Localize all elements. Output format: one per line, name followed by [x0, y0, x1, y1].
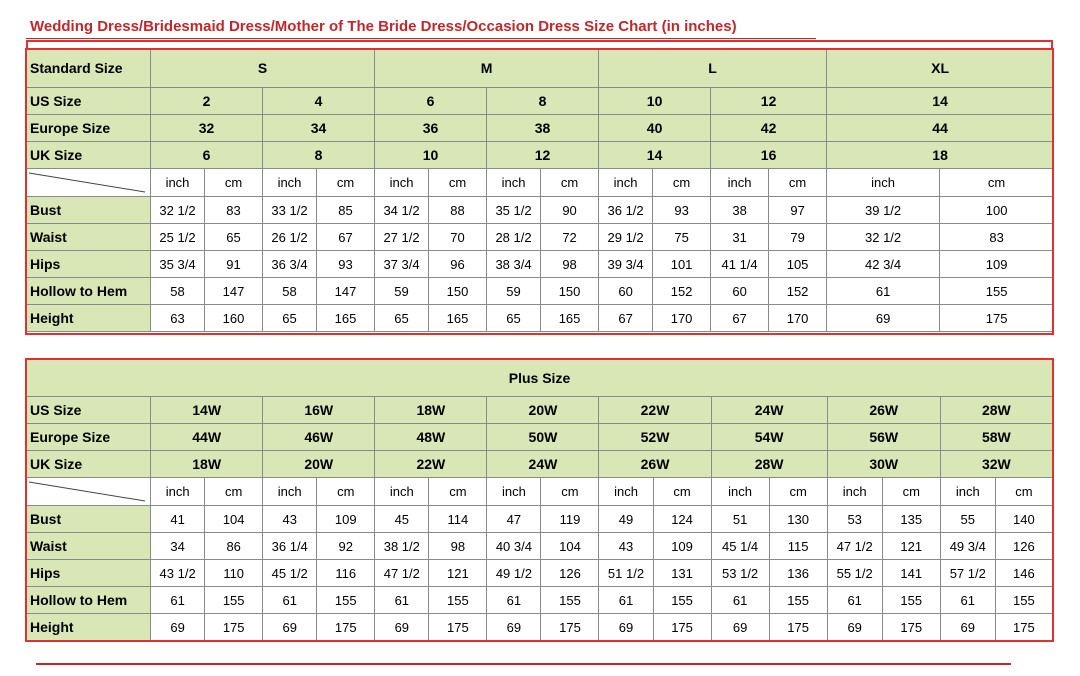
size-value-cell: 48W: [375, 424, 487, 451]
measurement-value: 155: [541, 587, 599, 614]
size-value-cell: 58W: [940, 424, 1052, 451]
measurement-value: 124: [653, 506, 711, 533]
measurement-value: 170: [769, 305, 827, 332]
measurement-value: 110: [205, 560, 263, 587]
unit-cm-cell: cm: [769, 169, 827, 197]
measurement-label: Bust: [27, 197, 151, 224]
measurement-value: 61: [263, 587, 317, 614]
measurement-value: 121: [882, 533, 940, 560]
measurement-value: 93: [317, 251, 375, 278]
measurement-value: 55: [940, 506, 995, 533]
measurement-value: 152: [653, 278, 711, 305]
measurement-value: 130: [769, 506, 827, 533]
size-value-cell: 20W: [263, 451, 375, 478]
measurement-value: 69: [263, 614, 317, 641]
size-value-cell: 40: [599, 115, 711, 142]
measurement-label: Bust: [27, 506, 151, 533]
measurement-value: 42 3/4: [827, 251, 940, 278]
measurement-value: 65: [205, 224, 263, 251]
size-value-cell: 30W: [827, 451, 940, 478]
page-title: Wedding Dress/Bridesmaid Dress/Mother of The Bride Dress/Occasion Dress Size Chart (in inches): [30, 18, 737, 35]
measurement-value: 61: [940, 587, 995, 614]
measurement-value: 49 1/2: [487, 560, 541, 587]
measurement-value: 69: [599, 614, 653, 641]
row-label: US Size: [27, 88, 151, 115]
measurement-value: 175: [317, 614, 375, 641]
measurement-value: 116: [317, 560, 375, 587]
size-value-cell: 8: [487, 88, 599, 115]
unit-cm-cell: cm: [541, 478, 599, 506]
size-value-cell: 16: [711, 142, 827, 169]
measurement-value: 60: [711, 278, 769, 305]
size-value-cell: 24W: [487, 451, 599, 478]
title-underline: [26, 38, 816, 39]
row-label: Europe Size: [27, 115, 151, 142]
measurement-value: 79: [769, 224, 827, 251]
measurement-value: 126: [995, 533, 1052, 560]
measurement-value: 141: [882, 560, 940, 587]
measurement-label: Height: [27, 305, 151, 332]
measurement-value: 104: [205, 506, 263, 533]
measurement-value: 147: [317, 278, 375, 305]
measurement-value: 131: [653, 560, 711, 587]
measurement-value: 60: [599, 278, 653, 305]
measurement-value: 175: [882, 614, 940, 641]
measurement-value: 69: [827, 305, 940, 332]
unit-inch-cell: inch: [711, 169, 769, 197]
measurement-label: Hips: [27, 560, 151, 587]
measurement-value: 69: [940, 614, 995, 641]
measurement-value: 101: [653, 251, 711, 278]
units-row: [27, 169, 1054, 197]
measurement-value: 97: [769, 197, 827, 224]
unit-cm-cell: cm: [995, 478, 1052, 506]
measurement-value: 31: [711, 224, 769, 251]
size-value-cell: 14: [827, 88, 1054, 115]
measurement-value: 69: [711, 614, 769, 641]
measurement-value: 41 1/4: [711, 251, 769, 278]
measurement-value: 43: [599, 533, 653, 560]
measurement-value: 175: [995, 614, 1052, 641]
measurement-value: 36 1/4: [263, 533, 317, 560]
measurement-value: 72: [541, 224, 599, 251]
size-value-cell: 6: [375, 88, 487, 115]
measurement-value: 35 3/4: [151, 251, 205, 278]
measurement-value: 65: [375, 305, 429, 332]
size-value-cell: 4: [263, 88, 375, 115]
us-size-row: [27, 88, 1054, 115]
plus-size-heading: Plus Size: [27, 360, 1053, 397]
unit-inch-cell: inch: [827, 478, 882, 506]
size-value-cell: 34: [263, 115, 375, 142]
measurement-value: 59: [487, 278, 541, 305]
standard-size-row: [27, 49, 1054, 88]
measurement-label: Hollow to Hem: [27, 587, 151, 614]
unit-inch-cell: inch: [151, 169, 205, 197]
size-value-cell: 50W: [487, 424, 599, 451]
measurement-value: 69: [827, 614, 882, 641]
diagonal-line-icon: [27, 169, 151, 196]
measurement-value: 155: [940, 278, 1054, 305]
size-value-cell: 16W: [263, 397, 375, 424]
measurement-value: 69: [151, 614, 205, 641]
size-value-cell: 18W: [375, 397, 487, 424]
measurement-value: 93: [653, 197, 711, 224]
measurement-value: 121: [429, 560, 487, 587]
size-value-cell: 10: [375, 142, 487, 169]
measurement-value: 26 1/2: [263, 224, 317, 251]
unit-cm-cell: cm: [205, 478, 263, 506]
measurement-value: 39 3/4: [599, 251, 653, 278]
measurement-row: [27, 197, 1054, 224]
plus-size-header-row: [27, 360, 1053, 397]
measurement-value: 67: [317, 224, 375, 251]
measurement-row: [27, 305, 1054, 332]
measurement-value: 155: [317, 587, 375, 614]
measurement-label: Waist: [27, 533, 151, 560]
measurement-value: 155: [769, 587, 827, 614]
measurement-value: 175: [769, 614, 827, 641]
unit-cm-cell: cm: [940, 169, 1054, 197]
plus-size-table: [26, 359, 1053, 641]
measurement-value: 34 1/2: [375, 197, 429, 224]
measurement-value: 33 1/2: [263, 197, 317, 224]
measurement-row: [27, 224, 1054, 251]
size-value-cell: 22W: [599, 397, 711, 424]
measurement-value: 36 1/2: [599, 197, 653, 224]
size-value-cell: 26W: [827, 397, 940, 424]
measurement-value: 88: [429, 197, 487, 224]
measurement-value: 86: [205, 533, 263, 560]
measurement-value: 75: [653, 224, 711, 251]
measurement-value: 38 3/4: [487, 251, 541, 278]
size-letter-cell: L: [599, 49, 827, 88]
measurement-value: 65: [263, 305, 317, 332]
unit-inch-cell: inch: [375, 478, 429, 506]
measurement-value: 155: [653, 587, 711, 614]
measurement-value: 155: [429, 587, 487, 614]
bottom-divider: [36, 663, 1011, 665]
row-label: Europe Size: [27, 424, 151, 451]
size-value-cell: 12: [487, 142, 599, 169]
measurement-value: 38 1/2: [375, 533, 429, 560]
measurement-value: 57 1/2: [940, 560, 995, 587]
europe-size-row: [27, 424, 1053, 451]
measurement-value: 47 1/2: [375, 560, 429, 587]
size-value-cell: 26W: [599, 451, 711, 478]
size-value-cell: 12: [711, 88, 827, 115]
measurement-label: Hollow to Hem: [27, 278, 151, 305]
size-letter-cell: XL: [827, 49, 1054, 88]
row-label: US Size: [27, 397, 151, 424]
unit-inch-cell: inch: [151, 478, 205, 506]
measurement-value: 119: [541, 506, 599, 533]
unit-inch-cell: inch: [263, 478, 317, 506]
unit-inch-cell: inch: [827, 169, 940, 197]
measurement-value: 36 3/4: [263, 251, 317, 278]
size-value-cell: 24W: [711, 397, 827, 424]
measurement-value: 175: [429, 614, 487, 641]
size-value-cell: 18W: [151, 451, 263, 478]
measurement-value: 61: [151, 587, 205, 614]
measurement-value: 49 3/4: [940, 533, 995, 560]
diagonal-header-cell: [27, 169, 151, 197]
size-value-cell: 14W: [151, 397, 263, 424]
measurement-value: 98: [541, 251, 599, 278]
unit-inch-cell: inch: [599, 478, 653, 506]
europe-size-row: [27, 115, 1054, 142]
measurement-value: 38: [711, 197, 769, 224]
unit-cm-cell: cm: [429, 169, 487, 197]
size-letter-cell: M: [375, 49, 599, 88]
measurement-row: [27, 506, 1053, 533]
unit-inch-cell: inch: [487, 169, 541, 197]
unit-cm-cell: cm: [317, 169, 375, 197]
measurement-value: 61: [487, 587, 541, 614]
unit-cm-cell: cm: [653, 169, 711, 197]
measurement-value: 45: [375, 506, 429, 533]
size-value-cell: 22W: [375, 451, 487, 478]
measurement-value: 135: [882, 506, 940, 533]
measurement-value: 61: [599, 587, 653, 614]
measurement-value: 160: [205, 305, 263, 332]
size-value-cell: 54W: [711, 424, 827, 451]
measurement-value: 61: [375, 587, 429, 614]
unit-cm-cell: cm: [205, 169, 263, 197]
size-value-cell: 52W: [599, 424, 711, 451]
unit-cm-cell: cm: [882, 478, 940, 506]
measurement-value: 49: [599, 506, 653, 533]
size-value-cell: 32W: [940, 451, 1052, 478]
measurement-value: 69: [375, 614, 429, 641]
measurement-value: 146: [995, 560, 1052, 587]
measurement-value: 98: [429, 533, 487, 560]
measurement-value: 67: [599, 305, 653, 332]
measurement-value: 32 1/2: [827, 224, 940, 251]
size-value-cell: 36: [375, 115, 487, 142]
measurement-value: 100: [940, 197, 1054, 224]
measurement-value: 65: [487, 305, 541, 332]
measurement-value: 175: [205, 614, 263, 641]
unit-cm-cell: cm: [429, 478, 487, 506]
measurement-value: 69: [487, 614, 541, 641]
measurement-value: 136: [769, 560, 827, 587]
uk-size-row: [27, 451, 1053, 478]
measurement-value: 34: [151, 533, 205, 560]
measurement-value: 35 1/2: [487, 197, 541, 224]
size-value-cell: 44: [827, 115, 1054, 142]
measurement-value: 58: [263, 278, 317, 305]
measurement-value: 83: [940, 224, 1054, 251]
row-label: UK Size: [27, 451, 151, 478]
measurement-value: 170: [653, 305, 711, 332]
diagonal-line-icon: [27, 478, 151, 505]
measurement-row: [27, 560, 1053, 587]
measurement-value: 90: [541, 197, 599, 224]
measurement-label: Waist: [27, 224, 151, 251]
measurement-value: 92: [317, 533, 375, 560]
measurement-value: 45 1/2: [263, 560, 317, 587]
measurement-value: 28 1/2: [487, 224, 541, 251]
measurement-value: 165: [541, 305, 599, 332]
measurement-value: 91: [205, 251, 263, 278]
size-value-cell: 2: [151, 88, 263, 115]
measurement-value: 175: [940, 305, 1054, 332]
measurement-value: 29 1/2: [599, 224, 653, 251]
unit-cm-cell: cm: [541, 169, 599, 197]
measurement-value: 55 1/2: [827, 560, 882, 587]
measurement-value: 165: [317, 305, 375, 332]
measurement-value: 61: [711, 587, 769, 614]
size-value-cell: 42: [711, 115, 827, 142]
measurement-value: 45 1/4: [711, 533, 769, 560]
size-value-cell: 6: [151, 142, 263, 169]
measurement-value: 67: [711, 305, 769, 332]
unit-cm-cell: cm: [769, 478, 827, 506]
measurement-value: 126: [541, 560, 599, 587]
measurement-value: 150: [429, 278, 487, 305]
measurement-value: 109: [940, 251, 1054, 278]
unit-inch-cell: inch: [711, 478, 769, 506]
measurement-value: 115: [769, 533, 827, 560]
measurement-row: [27, 278, 1054, 305]
unit-inch-cell: inch: [487, 478, 541, 506]
measurement-value: 114: [429, 506, 487, 533]
size-value-cell: 28W: [940, 397, 1052, 424]
measurement-value: 140: [995, 506, 1052, 533]
measurement-value: 43: [263, 506, 317, 533]
measurement-value: 51: [711, 506, 769, 533]
unit-inch-cell: inch: [599, 169, 653, 197]
measurement-value: 27 1/2: [375, 224, 429, 251]
measurement-value: 150: [541, 278, 599, 305]
measurement-value: 47 1/2: [827, 533, 882, 560]
measurement-value: 47: [487, 506, 541, 533]
size-value-cell: 38: [487, 115, 599, 142]
measurement-value: 155: [205, 587, 263, 614]
size-value-cell: 18: [827, 142, 1054, 169]
measurement-value: 105: [769, 251, 827, 278]
size-value-cell: 14: [599, 142, 711, 169]
measurement-value: 43 1/2: [151, 560, 205, 587]
top-red-bar: [26, 40, 1053, 48]
measurement-value: 53: [827, 506, 882, 533]
measurement-value: 61: [827, 587, 882, 614]
measurement-value: 165: [429, 305, 487, 332]
unit-inch-cell: inch: [375, 169, 429, 197]
unit-cm-cell: cm: [317, 478, 375, 506]
measurement-value: 152: [769, 278, 827, 305]
measurement-label: Height: [27, 614, 151, 641]
measurement-value: 53 1/2: [711, 560, 769, 587]
measurement-value: 96: [429, 251, 487, 278]
measurement-value: 109: [317, 506, 375, 533]
uk-size-row: [27, 142, 1054, 169]
measurement-value: 109: [653, 533, 711, 560]
size-value-cell: 32: [151, 115, 263, 142]
row-label: Standard Size: [27, 49, 151, 88]
size-value-cell: 10: [599, 88, 711, 115]
measurement-row: [27, 251, 1054, 278]
measurement-value: 25 1/2: [151, 224, 205, 251]
measurement-value: 32 1/2: [151, 197, 205, 224]
size-value-cell: 46W: [263, 424, 375, 451]
measurement-value: 41: [151, 506, 205, 533]
measurement-row: [27, 614, 1053, 641]
measurement-value: 61: [827, 278, 940, 305]
measurement-row: [27, 587, 1053, 614]
size-value-cell: 8: [263, 142, 375, 169]
unit-cm-cell: cm: [653, 478, 711, 506]
measurement-value: 147: [205, 278, 263, 305]
unit-inch-cell: inch: [263, 169, 317, 197]
units-row: [27, 478, 1053, 506]
measurement-value: 40 3/4: [487, 533, 541, 560]
row-label: UK Size: [27, 142, 151, 169]
measurement-label: Hips: [27, 251, 151, 278]
measurement-value: 85: [317, 197, 375, 224]
measurement-value: 63: [151, 305, 205, 332]
unit-inch-cell: inch: [940, 478, 995, 506]
standard-size-table: [26, 48, 1054, 332]
measurement-row: [27, 533, 1053, 560]
measurement-value: 70: [429, 224, 487, 251]
measurement-value: 83: [205, 197, 263, 224]
us-size-row: [27, 397, 1053, 424]
measurement-value: 175: [541, 614, 599, 641]
measurement-value: 175: [653, 614, 711, 641]
measurement-value: 155: [995, 587, 1052, 614]
size-value-cell: 56W: [827, 424, 940, 451]
measurement-value: 37 3/4: [375, 251, 429, 278]
size-value-cell: 28W: [711, 451, 827, 478]
measurement-value: 59: [375, 278, 429, 305]
measurement-value: 51 1/2: [599, 560, 653, 587]
size-value-cell: 44W: [151, 424, 263, 451]
measurement-value: 39 1/2: [827, 197, 940, 224]
measurement-value: 155: [882, 587, 940, 614]
measurement-value: 104: [541, 533, 599, 560]
size-letter-cell: S: [151, 49, 375, 88]
diagonal-header-cell: [27, 478, 151, 506]
size-value-cell: 20W: [487, 397, 599, 424]
measurement-value: 58: [151, 278, 205, 305]
